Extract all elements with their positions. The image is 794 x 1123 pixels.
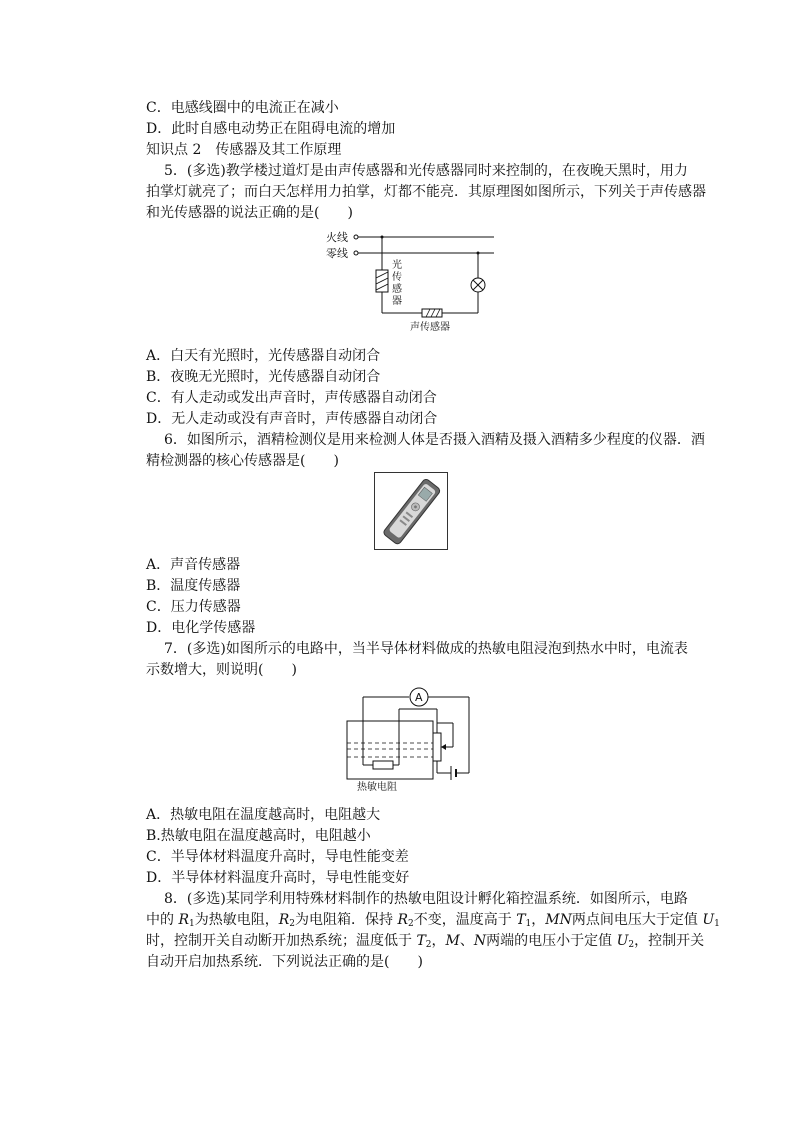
q8-text: ，控制开关 bbox=[634, 933, 705, 949]
subscript: 1 bbox=[189, 919, 195, 929]
q7-option-d: D．半导体材料温度升高时，导电性能变好 bbox=[146, 870, 410, 886]
ammeter-label: A bbox=[415, 691, 423, 704]
q5-circuit-diagram bbox=[320, 226, 500, 336]
var-t: T bbox=[516, 912, 526, 928]
q6-option-d: D．电化学传感器 bbox=[146, 620, 256, 636]
q8-text: 为电阻箱．保持 bbox=[295, 912, 398, 928]
var-r: R bbox=[178, 912, 189, 928]
q8-text: 时，控制开关自动断开加热系统；温度低于 bbox=[146, 933, 417, 949]
var-n: N bbox=[473, 933, 487, 949]
breathalyzer-photo bbox=[374, 472, 448, 550]
q7-option-b: B.热敏电阻在温度越高时，电阻越小 bbox=[146, 828, 371, 844]
ammeter-icon bbox=[410, 688, 428, 706]
light-sensor-label-2: 传 bbox=[392, 272, 402, 283]
q5-stem-1: 5．(多选)教学楼过道灯是由声传感器和光传感器同时来控制的，在夜晚天黑时，用力 bbox=[164, 163, 688, 179]
q8-stem-4: 自动开启加热系统．下列说法正确的是( ) bbox=[146, 954, 423, 970]
subscript: 1 bbox=[714, 919, 720, 929]
rheostat bbox=[433, 733, 441, 761]
neutral-wire-label: 零线 bbox=[326, 247, 348, 260]
q7-circuit-diagram bbox=[343, 683, 479, 793]
light-sensor-label-4: 器 bbox=[392, 296, 402, 307]
q6-stem-2: 精检测器的核心传感器是( ) bbox=[146, 453, 339, 469]
thermistor-label: 热敏电阻 bbox=[357, 782, 397, 793]
water-container bbox=[347, 721, 433, 779]
live-wire-label: 火线 bbox=[326, 231, 348, 244]
section-heading: 知识点 2 传感器及其工作原理 bbox=[146, 142, 342, 158]
light-sensor-label-3: 感 bbox=[392, 284, 402, 295]
var-r: R bbox=[278, 912, 290, 928]
sound-sensor-label: 声传感器 bbox=[410, 322, 450, 333]
q6-stem-1: 6．如图所示，酒精检测仪是用来检测人体是否摄入酒精及摄入酒精多少程度的仪器．酒 bbox=[164, 432, 705, 448]
q8-stem-1: 8．(多选)某同学利用特殊材料制作的热敏电阻设计孵化箱控温系统．如图所示，电路 bbox=[164, 891, 688, 907]
q8-text: ， bbox=[531, 912, 546, 928]
subscript: 1 bbox=[525, 919, 532, 929]
var-r: R bbox=[397, 912, 409, 928]
q8-text: 为热敏电阻， bbox=[194, 912, 279, 928]
thermistor bbox=[373, 761, 393, 769]
light-sensor-label-1: 光 bbox=[392, 260, 402, 271]
var-mn: MN bbox=[545, 912, 572, 928]
q5-option-b: B．夜晚无光照时，光传感器自动闭合 bbox=[146, 369, 381, 385]
q6-option-b: B．温度传感器 bbox=[146, 578, 241, 594]
var-m: M bbox=[445, 933, 460, 949]
q8-text: 两点间电压大于定值 bbox=[571, 912, 703, 928]
var-t: T bbox=[416, 933, 426, 949]
q8-text: 不变，温度高于 bbox=[413, 912, 517, 928]
subscript: 2 bbox=[425, 940, 432, 950]
q8-text: ， bbox=[431, 933, 446, 949]
q6-option-c: C．压力传感器 bbox=[146, 599, 241, 615]
line-c-inductor: C．电感线圈中的电流正在减小 bbox=[146, 100, 339, 116]
subscript: 2 bbox=[408, 919, 414, 929]
q5-stem-3: 和光传感器的说法正确的是( ) bbox=[146, 205, 353, 221]
q5-option-d: D．无人走动或没有声音时，声传感器自动闭合 bbox=[146, 411, 438, 427]
q8-text: 两端的电压小于定值 bbox=[486, 933, 617, 949]
battery-icon bbox=[451, 766, 456, 780]
q5-option-c: C．有人走动或发出声音时，声传感器自动闭合 bbox=[146, 390, 437, 406]
subscript: 2 bbox=[289, 919, 296, 929]
var-u: U bbox=[702, 912, 715, 928]
q8-text: 、 bbox=[459, 933, 474, 949]
q7-stem-2: 示数增大，则说明( ) bbox=[146, 662, 297, 678]
q8-text: 中的 bbox=[146, 912, 179, 928]
line-d-inductor: D．此时自感电动势正在阻碍电流的增加 bbox=[146, 121, 396, 137]
lamp-icon bbox=[471, 278, 485, 292]
subscript: 2 bbox=[628, 940, 635, 950]
q7-option-c: C．半导体材料温度升高时，导电性能变差 bbox=[146, 849, 409, 865]
q5-stem-2: 拍掌灯就亮了；而白天怎样用力拍掌，灯都不能亮．其原理图如图所示，下列关于声传感器 bbox=[146, 184, 706, 200]
q5-option-a: A．白天有光照时，光传感器自动闭合 bbox=[146, 348, 381, 364]
q7-stem-1: 7．(多选)如图所示的电路中，当半导体材料做成的热敏电阻浸泡到热水中时，电流表 bbox=[164, 641, 688, 657]
q6-option-a: A．声音传感器 bbox=[146, 557, 241, 573]
var-u: U bbox=[616, 933, 629, 949]
q7-option-a: A．热敏电阻在温度越高时，电阻越大 bbox=[146, 807, 381, 823]
